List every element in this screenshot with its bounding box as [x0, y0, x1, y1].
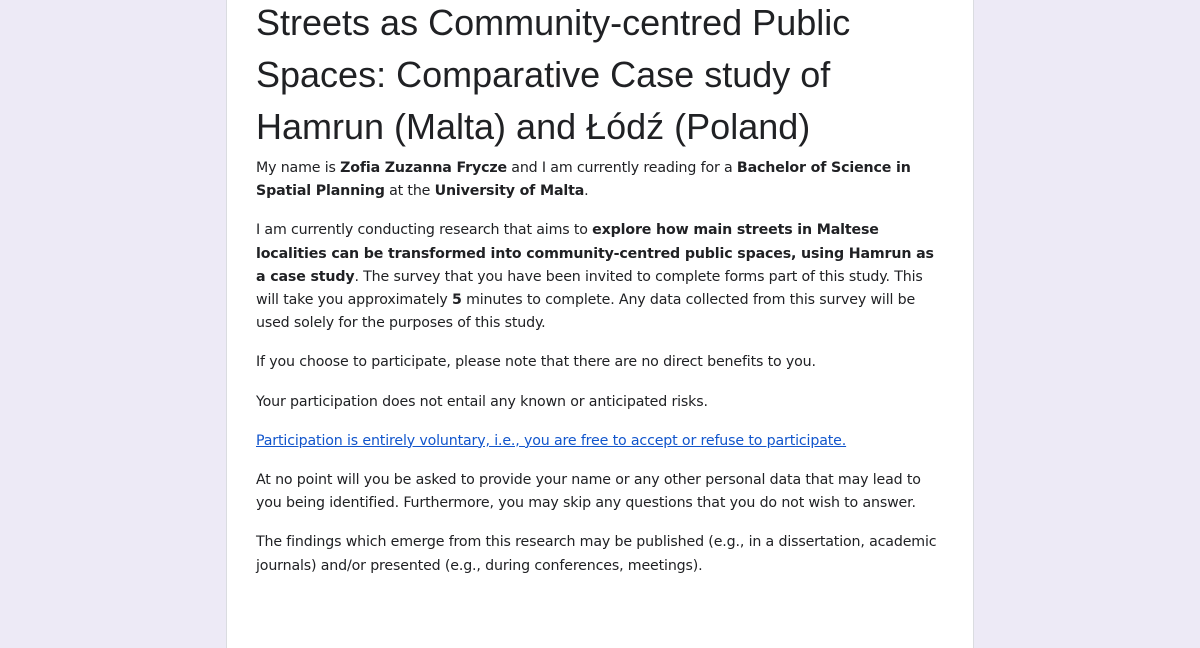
- publication-paragraph: The findings which emerge from this research may be published (e.g., in a dissertation, academic journals) and/or presented (e.g., during conferences, meetings).: [256, 534, 937, 574]
- voluntary-participation-link[interactable]: Participation is entirely voluntary, i.e., you are free to accept or refuse to participate.: [256, 432, 847, 449]
- researcher-name: Zofia Zuzanna Frycze: [340, 160, 507, 176]
- voluntary-paragraph: [256, 430, 946, 453]
- intro-paragraph: [256, 157, 946, 203]
- aim-text-3: minutes to complete. Any data collected from this survey will be used solely for the purposes of this study.: [256, 292, 916, 332]
- intro-text-4: .: [584, 183, 589, 200]
- university-name: University of Malta: [434, 183, 585, 200]
- intro-text-2: and I am currently reading for a: [506, 160, 737, 176]
- form-description: [256, 157, 946, 594]
- intro-text-1: My name is: [256, 160, 341, 176]
- intro-text-3: at the: [384, 183, 435, 200]
- form-card: [226, 0, 974, 648]
- anonymity-paragraph: At no point will you be asked to provide your name or any other personal data that may lead to you being identified. Furthermore, you may skip any questions that you do not wish to answer.: [256, 472, 921, 512]
- benefits-paragraph: If you choose to participate, please note that there are no direct benefits to you.: [256, 354, 816, 371]
- degree-name: Bachelor of Science in Spatial Planning: [256, 160, 911, 200]
- research-aim: explore how main streets in Maltese localities can be transformed into community-centred public spaces, using Hamrun as a case study: [256, 222, 934, 285]
- aim-text-2: . The survey that you have been invited to complete forms part of this study. This will take you approximately: [256, 268, 923, 309]
- duration-minutes: 5: [451, 292, 462, 309]
- research-aim-paragraph: [256, 219, 946, 335]
- form-title: Streets as Community-centred Public Spaces: Comparative Case study of Hamrun (Malta) and Łódź (Poland): [256, 2, 851, 147]
- aim-text-1: I am currently conducting research that aims to: [256, 222, 593, 239]
- risks-paragraph: Your participation does not entail any known or anticipated risks.: [256, 393, 708, 410]
